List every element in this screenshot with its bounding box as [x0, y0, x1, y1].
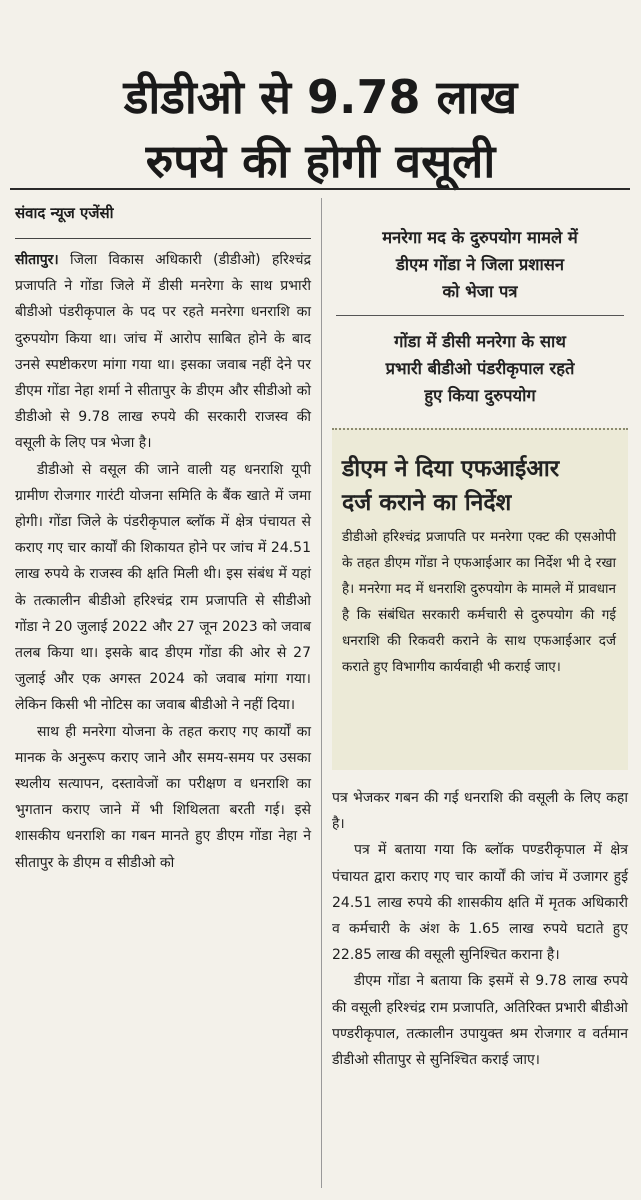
left-paragraph-3: साथ ही मनरेगा योजना के तहत कराए गए कार्यों का मानक के अनुरूप कराए जाने और समय-समय पर उसका स्थलीय सत्यापन, दस्तावेजों का परीक्षण व धनराशि का भुगतान कराए जाने में भी शिथिलता बरती गई। इसे शासकीय धनराशि का गबन मानते हुए डीएम गोंडा नेहा ने सीतापुर के डीएम व सीडीओ को — [15, 723, 311, 871]
right-paragraph-1: पत्र भेजकर गबन की गई धनराशि की वसूली के लिए कहा है। — [332, 790, 628, 833]
subhead-1-line-2: डीएम गोंडा ने जिला प्रशासन — [395, 255, 565, 274]
left-paragraph-1 — [15, 247, 311, 457]
fir-box-title-line-1: डीएम ने दिया एफआईआर — [342, 456, 560, 482]
headline-line-1: डीडीओ से 9.78 लाख — [123, 69, 518, 124]
headline — [8, 65, 633, 193]
left-column — [15, 200, 311, 876]
left-paragraph-1-text: जिला विकास अधिकारी (डीडीओ) हरिश्चंद्र प्रजापति ने गोंडा जिले में डीसी मनरेगा के साथ प्रभारी बीडीओ पंडरीकृपाल के पद पर रहते मनरेगा धनराशि का दुरुपयोग किया था। जांच में आरोप साबित होने के बाद उनसे स्पष्टीकरण मांगा गया था। इसका जवाब नहीं देने पर डीएम गोंडा नेहा शर्मा ने सीतापुर के डीएम और सीडीओ को डीडीओ से 9.78 लाख रुपये की सरकारी राजस्व की वसूली के लिए पत्र भेजा है। — [15, 252, 312, 452]
subhead-1-line-1: मनरेगा मद के दुरुपयोग मामले में — [382, 228, 578, 247]
left-paragraph-2: डीडीओ से वसूल की जाने वाली यह धनराशि यूपी ग्रामीण रोजगार गारंटी योजना समिति के बैंक खाते में जमा होगी। गोंडा जिले के पंडरीकृपाल ब्लॉक में क्षेत्र पंचायत से कराए गए चार कार्यों की शिकायत होने पर जांच में 24.51 लाख रुपये के राजस्व की क्षति मिली थी। इस संबंध में यहां के तत्कालीन बीडीओ हरिश्चंद्र राम प्रजापति से सीडीओ गोंडा ने 20 जुलाई 2022 और 27 जून 2023 को जवाब तलब किया था। इसके बाद डीएम गोंडा की ओर से 27 जुलाई और एक अगस्त 2024 को जवाब मांगा गया। लेकिन किसी भी नोटिस का जवाब बीडीओ ने नहीं दिया। — [15, 461, 311, 714]
headline-line-2: रुपये की होगी वसूली — [145, 133, 496, 188]
right-column-subheads — [332, 224, 628, 409]
subhead-1 — [332, 224, 628, 305]
fir-box — [332, 428, 628, 770]
right-paragraph-2: पत्र में बताया गया कि ब्लॉक पण्डरीकृपाल में क्षेत्र पंचायत द्वारा कराए गए चार कार्यों की जांच में उजागर हुई 24.51 लाख रुपये की शासकीय क्षति में मृतक अधिकारी व कर्मचारी के अंश के 1.65 लाख रुपये घटाते हुए 22.85 लाख की वसूली सुनिश्चित कराना है। — [332, 842, 628, 964]
byline: संवाद न्यूज एजेंसी — [15, 204, 114, 222]
right-paragraph-3: डीएम गोंडा ने बताया कि इसमें से 9.78 लाख रुपये की वसूली हरिश्चंद्र राम प्रजापति, अतिरिक्त प्रभारी बीडीओ पण्डरीकृपाल, तत्कालीन उपायुक्त श्रम रोजगार व वर्तमान डीडीओ सीतापुर से सुनिश्चित कराई जाए। — [332, 973, 628, 1069]
subhead-2-line-2: प्रभारी बीडीओ पंडरीकृपाल रहते — [385, 359, 575, 378]
fir-box-title-line-2: दर्ज कराने का निर्देश — [342, 490, 512, 516]
subhead-2 — [332, 328, 628, 409]
fir-box-text: डीडीओ हरिश्चंद्र प्रजापति पर मनरेगा एक्ट की एसओपी के तहत डीएम गोंडा ने एफआईआर का निर्देश भी दे रखा है। मनरेगा मद में धनराशि दुरुपयोग के मामले में प्रावधान है कि संबंधित सरकारी कर्मचारी से दुरुपयोग की गई धनराशि की रिकवरी कराने के साथ एफआईआर दर्ज कराते हुए विभागीय कार्यवाही भी कराई जाए। — [342, 529, 616, 675]
right-column-body — [332, 785, 628, 1073]
fir-box-title — [342, 452, 618, 520]
column-divider — [321, 198, 322, 1188]
subhead-divider — [336, 315, 624, 316]
byline-divider — [15, 238, 311, 239]
subhead-2-line-3: हुए किया दुरुपयोग — [424, 386, 536, 405]
subhead-2-line-1: गोंडा में डीसी मनरेगा के साथ — [394, 332, 566, 351]
subhead-1-line-3: को भेजा पत्र — [442, 282, 518, 301]
left-column-body — [15, 247, 311, 876]
fir-box-body — [342, 524, 616, 680]
dateline: सीतापुर। — [15, 252, 59, 268]
headline-divider — [10, 188, 630, 190]
